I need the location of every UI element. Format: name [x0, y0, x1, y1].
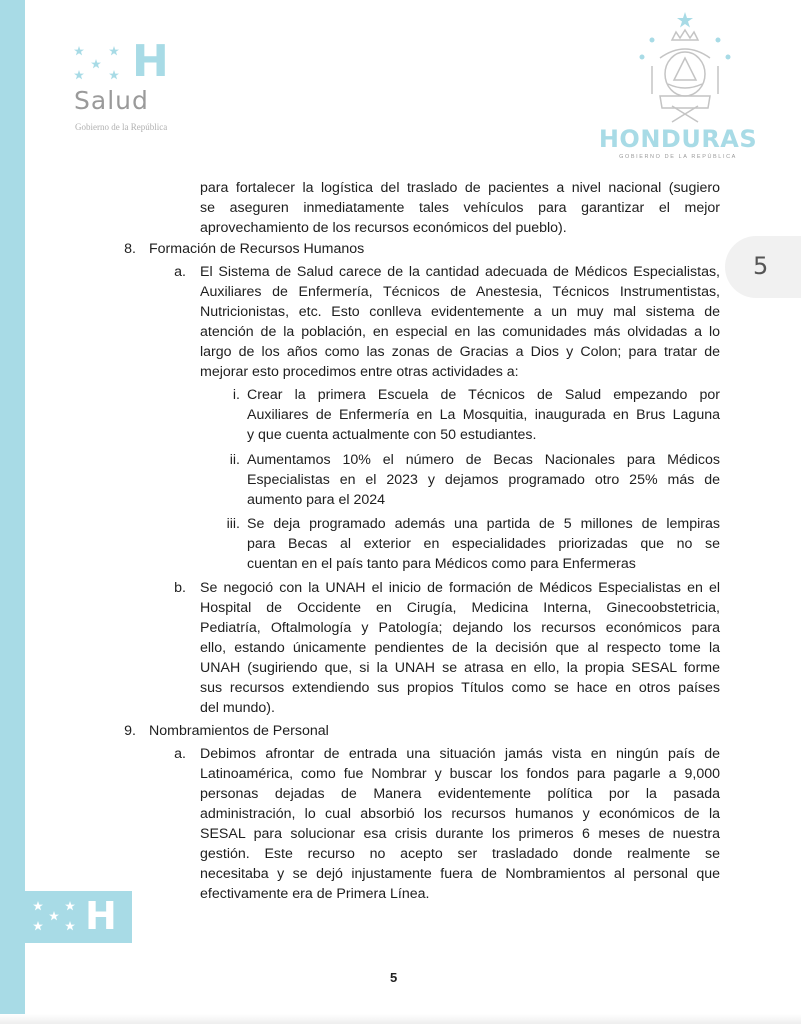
paragraph-line: para Becas al exterior en especialidades priorizadas que no se: [247, 536, 720, 552]
paragraph-line: y que cuenta actualmente con 50 estudiantes.: [247, 427, 537, 443]
honduras-title: HONDURAS: [598, 125, 758, 153]
section-number: 8.: [124, 241, 136, 257]
paragraph-line: mejorar esto procedimos entre otras actividades a:: [200, 364, 519, 380]
paragraph-line: aumento para el 2024: [247, 492, 386, 508]
paragraph-line: ello, estando únicamente pendientes de la decisión que al respecto tome la: [200, 640, 720, 656]
footer-accent-bar: [0, 860, 25, 1014]
paragraph-line: personas dejadas de Manera evidentemente política por la pasada: [200, 786, 720, 802]
paragraph-line: aprovechamiento de los recursos económicos del pueblo).: [200, 220, 567, 236]
item-marker: a.: [174, 264, 186, 280]
paragraph-line: Crear la primera Escuela de Técnicos de Salud empezando por: [247, 387, 720, 403]
subitem-marker: iii.: [226, 516, 240, 532]
paragraph-line: SESAL para solucionar esa crisis durante los primeros 6 meses de nuestra: [200, 826, 720, 842]
paragraph-line: sus recursos extendiendo sus propios Títulos como se hace en otros países: [200, 680, 720, 696]
paragraph-line: del mundo).: [200, 700, 275, 716]
salud-h-mark: H: [132, 36, 169, 87]
paragraph-line: El Sistema de Salud carece de la cantidad adecuada de Médicos Especialistas,: [200, 264, 720, 280]
footer-logo: [25, 891, 132, 943]
footer-h-mark: H: [85, 894, 117, 938]
side-page-tab: [725, 236, 801, 298]
paragraph-line: efectivamente era de Primera Línea.: [200, 886, 430, 902]
side-page-number: 5: [753, 252, 769, 280]
paragraph-line: largo de los años como las zonas de Gracias a Dios y Colon; para tratar de: [200, 344, 720, 360]
paragraph-line: gestión. Este recurso no acepto ser trasladado donde realmente se: [200, 846, 720, 862]
page-bottom-edge: [0, 1014, 801, 1024]
paragraph-line: Auxiliares de Enfermería, Técnicos de Anestesia, Técnicos Instrumentistas,: [200, 284, 720, 300]
salud-subtitle: Gobierno de la República: [75, 122, 168, 132]
footer-page-number: 5: [390, 970, 398, 985]
stars-icon: [33, 899, 77, 935]
paragraph-line: Especialistas en el 2023 y dejamos programado otro 25% más de: [247, 472, 720, 488]
paragraph-line: Hospital de Occidente en Cirugía, Medicina Interna, Ginecoobstetricia,: [200, 600, 720, 616]
paragraph-line: cuentan en el país tanto para Médicos como para Enfermeras: [247, 556, 636, 572]
salud-logo: [74, 36, 214, 134]
paragraph-line: Auxiliares de Enfermería en La Mosquitia, inaugurada en Brus Laguna: [247, 407, 720, 423]
section-title: Formación de Recursos Humanos: [149, 241, 365, 257]
honduras-subtitle: GOBIERNO DE LA REPÚBLICA: [619, 154, 737, 160]
item-marker: a.: [174, 746, 186, 762]
paragraph-line: Nutricionistas, etc. Esto conlleva evidentemente a un muy mal sistema de: [200, 304, 720, 320]
paragraph-line: para fortalecer la logística del traslado de pacientes a nivel nacional (sugiero: [200, 180, 720, 196]
paragraph-line: Aumentamos 10% el número de Becas Nacionales para Médicos: [247, 452, 720, 468]
paragraph-line: Debimos afrontar de entrada una situación jamás vista en ningún país de: [200, 746, 720, 762]
paragraph-line: atención de la población, en especial en las comunidades más olvidadas a lo: [200, 324, 720, 340]
subitem-marker: i.: [232, 387, 240, 403]
paragraph-line: Latinoamérica, como fue Nombrar y buscar los fondos para pagarle a 9,000: [200, 766, 720, 782]
paragraph-line: necesitaba y se dejó injustamente fuera de Nombramientos al personal que: [200, 866, 720, 882]
coat-of-arms-icon: [630, 10, 740, 125]
stars-icon: [74, 46, 134, 82]
paragraph-line: Pediatría, Oftalmología y Patología; dejando los recursos económicos para: [200, 620, 720, 636]
section-number: 9.: [124, 723, 136, 739]
subitem-marker: ii.: [229, 452, 240, 468]
section-title: Nombramientos de Personal: [149, 723, 329, 739]
paragraph-line: UNAH (sugiriendo que, si la UNAH se atrasa en ello, la propia SESAL forme: [200, 660, 720, 676]
paragraph-line: Se negoció con la UNAH el inicio de formación de Médicos Especialistas en el: [200, 580, 720, 596]
paragraph-line: Se deja programado además una partida de 5 millones de lempiras: [247, 516, 720, 532]
item-marker: b.: [174, 580, 186, 596]
paragraph-line: administración, lo cual absorbió los recursos humanos y económicos de la: [200, 806, 720, 822]
salud-title: Salud: [74, 86, 149, 115]
paragraph-line: se aseguren inmediatamente tales vehículos para garantizar el mejor: [200, 200, 720, 216]
